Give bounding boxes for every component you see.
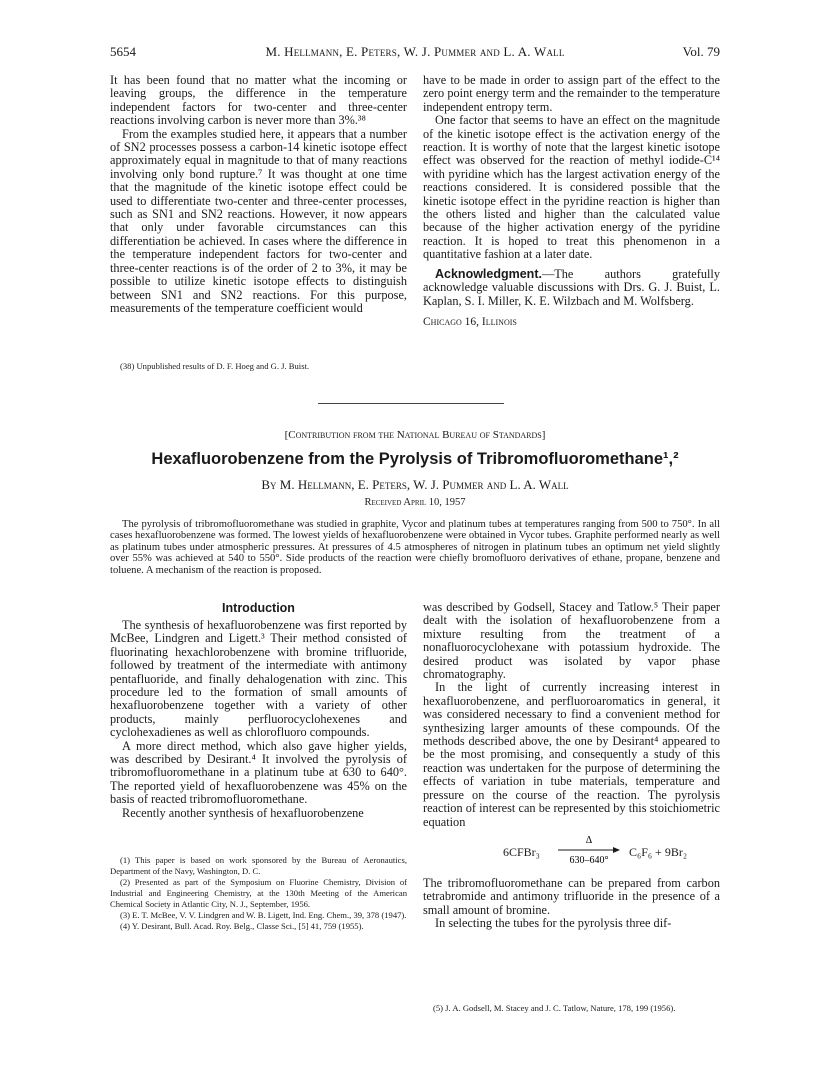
stoichiometric-equation [423, 833, 720, 871]
equation-condition-below: 630–640° [569, 854, 609, 866]
article-title: Hexafluorobenzene from the Pyrolysis of Tribromofluoromethane¹,² [151, 450, 679, 468]
body-paragraph: In the light of currently increasing interest in hexafluorobenzene, and perfluoroaromatics in general, it was considered necessary to find a convenient method for synthesizing larger amounts of these compounds. Of the methods described above, the one by Desirant⁴ appeared to be the most promising, and consequently a study of this reaction was undertaken for the purpose of determining the effects of variation in tube materials, temperature and pressure on the course of the reaction. The pyrolysis reaction of interest can be represented by this stoichiometric equation [423, 680, 720, 829]
volume-number: Vol. 79 [682, 44, 720, 59]
prev-paragraph: have to be made in order to assign part of the effect to the zero point energy term and the remainder to the temperature independent entropy term. [423, 73, 720, 114]
footnote-1: (1) This paper is based on work sponsored by the Bureau of Aeronautics, Department of the Navy, Washington, D. C. [110, 855, 407, 876]
running-header [110, 44, 720, 62]
body-paragraph: In selecting the tubes for the pyrolysis three dif- [435, 916, 672, 931]
footnote-3: (3) E. T. McBee, V. V. Lindgren and W. B. Ligett, Ind. Eng. Chem., 39, 378 (1947). [120, 910, 407, 920]
article-right-footnote-block [423, 1003, 720, 1014]
footnote-5: (5) J. A. Godsell, M. Stacey and J. C. Tatlow, Nature, 178, 199 (1956). [433, 1003, 676, 1013]
acknowledgment-heading: Acknowledgment. [435, 266, 542, 281]
equation-reactant: 6CFBr₃ [503, 844, 540, 859]
prev-article-right-column [423, 74, 720, 329]
prev-paragraph: One factor that seems to have an effect on the magnitude of the kinetic isotope effect is the activation energy of the reaction. It is worthy of note that the largest kinetic isotope effect was observed for the reaction of methyl iodide-C¹⁴ with pyridine which has the largest activation energy of the reactions considered. It is considered possible that the kinetic isotope effect in the pyridine reaction is higher than the others listed and higher than the calculated value because of the higher activation energy of the pyridine reaction. It is hoped to treat this phenomenon in a quantitative fashion at a later date. [423, 113, 720, 262]
article-footnote-block [110, 855, 407, 932]
footnote-2: (2) Presented as part of the Symposium on Fluorine Chemistry, Division of Industrial and Engineering Chemistry, at the 130th Meeting of the American Chemical Society in Atlantic City, N. J., September, 1956. [110, 877, 407, 909]
article-right-column [423, 601, 720, 931]
article-divider [318, 403, 504, 404]
footnote-38: (38) Unpublished results of D. F. Hoeg and G. J. Buist. [120, 361, 310, 371]
body-paragraph: A more direct method, which also gave higher yields, was described by Desirant.⁴ It involved the pyrolysis of tribromofluoromethane in a platinum tube at 630 to 640°. The reported yield of hexafluorobenzene was 45% on the basis of reacted tribromofluoromethane. [110, 738, 407, 807]
prev-paragraph: It has been found that no matter what the incoming or leaving groups, the difference in the temperature independent factors for two-center and three-center reactions involving carbon is never more than 3%.³⁸ [110, 73, 407, 128]
prev-paragraph: From the examples studied here, it appears that a number of SN2 processes possess a carbon-14 kinetic isotope effect approximately equal in magnitude to that of many reactions involving only bond rupture.⁷ It was thought at one time that the magnitude of the kinetic isotope effect could be used to differentiate two-center and three-center processes, such as SN1 and SN2 reactions. However, it now appears that only under favorable circumstances can this differentiation be achieved. In cases where the difference in the temperature independent factors for two-center and three-center reactions is of the order of 2 to 3%, it may be possible to utilize kinetic isotope effects to distinguish between SN1 and SN2 reactions. For this purpose, measurements of the temperature coefficient would [110, 126, 407, 315]
body-paragraph: The tribromofluoromethane can be prepared from carbon tetrabromide and antimony trifluoride in the presence of a small amount of bromine. [423, 875, 720, 917]
footnote-4: (4) Y. Desirant, Bull. Acad. Roy. Belg., Classe Sci., [5] 41, 759 (1955). [120, 921, 364, 931]
reaction-arrow [556, 833, 622, 869]
body-paragraph: Recently another synthesis of hexafluorobenzene [122, 805, 364, 820]
article-abstract: The pyrolysis of tribromofluoromethane was studied in graphite, Vycor and platinum tubes at temperatures ranging from 500 to 750°. In all cases hexafluorobenzene was formed. The lowest yields of hexafluorobenzene were obtained in Vycor tubes. Graphite performed nearly as well as platinum tubes under atmospheric pressures. At pressures of 4.5 atmospheres of nitrogen in platinum tubes an optimum net yield slightly over 55% was achieved at 540 to 550°. Side products of the reaction were chiefly bromofluoro derivatives of ethane, propane, benzene and toluene. A mechanism of the reaction is proposed. [110, 519, 720, 576]
article-left-column [110, 601, 407, 820]
received-date: Received April 10, 1957 [364, 497, 466, 508]
acknowledgment-text: —The authors gratefully acknowledge valuable discussions with Drs. G. J. Buist, L. Kaplan, S. I. Miller, K. E. Wilzbach and M. Wolfsberg. [423, 266, 720, 308]
equation-products: C₆F₆ + 9Br₂ [629, 844, 687, 859]
prev-footnote-block [110, 361, 407, 372]
prev-article-left-column [110, 74, 407, 315]
body-paragraph: was described by Godsell, Stacey and Tatlow.⁵ Their paper dealt with the isolation of hexafluorobenzene from a mixture resulting from the treatment of a nonafluorocyclohexane with potassium hydroxide. The desired product was isolated by vapor phase chromatography. [423, 600, 720, 682]
contribution-line: [Contribution from the National Bureau of Standards] [284, 429, 546, 441]
acknowledgment [423, 268, 720, 308]
institution-address: Chicago 16, Illinois [423, 315, 517, 328]
equation-condition-above: Δ [585, 834, 593, 846]
article-byline: By M. Hellmann, E. Peters, W. J. Pummer and L. A. Wall [261, 477, 569, 492]
section-heading-introduction: Introduction [222, 601, 295, 615]
body-paragraph: The synthesis of hexafluorobenzene was first reported by McBee, Lindgren and Ligett.³ Their method consisted of fluorinating hexachlorobenzene with bromine trifluoride, followed by treatment of the intermediate with antimony pentafluoride, and finally dehalogenation with zinc. This procedure led to the formation of small amounts of hexafluorobenzene together with a variety of other products, mainly perfluorocyclohexenes and cyclohexadienes as well as chlorofluoro compounds. [110, 618, 407, 740]
running-authors: M. Hellmann, E. Peters, W. J. Pummer and L. A. Wall [265, 44, 565, 59]
page-number: 5654 [110, 44, 136, 59]
